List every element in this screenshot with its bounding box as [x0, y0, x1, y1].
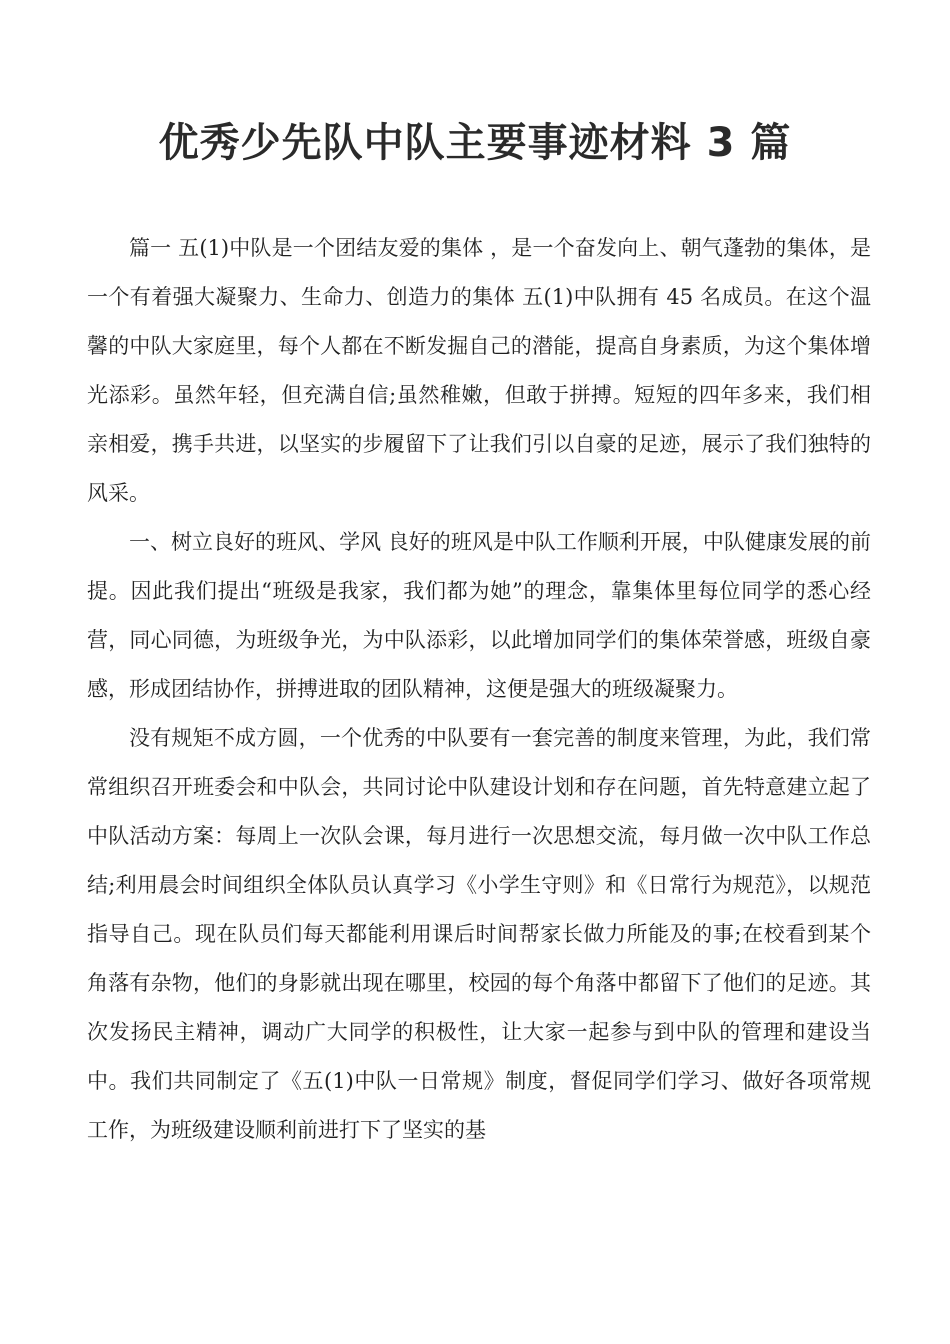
- paragraph-intro: 篇一 五(1)中队是一个团结友爱的集体 ，是一个奋发向上、朝气蓬勃的集体，是一个有着强大凝聚力、生命力、创造力的集体 五(1)中队拥有 45 名成员。在这个温馨的中队大家庭里，每个人都在不断发掘自己的潜能，提高自身素质，为这个集体增光添彩。虽然年轻，但充满自信;虽然稚嫩，但敢于拼搏。短短的四年多来，我们相亲相爱，携手共进，以坚实的步履留下了让我们引以自豪的足迹，展示了我们独特的风采。: [87, 236, 871, 505]
- paragraph-class-spirit: 一、树立良好的班风、学风 良好的班风是中队工作顺利开展，中队健康发展的前提。因此我们提出“班级是我家，我们都为她”的理念，靠集体里每位同学的悉心经营，同心同德，为班级争光，为中队添彩，以此增加同学们的集体荣誉感，班级自豪感，形成团结协作，拼搏进取的团队精神，这便是强大的班级凝聚力。: [87, 530, 871, 701]
- page-title: 优秀少先队中队主要事迹材料 3 篇: [158, 119, 792, 166]
- paragraph-rules: 没有规矩不成方圆，一个优秀的中队要有一套完善的制度来管理，为此，我们常常组织召开班委会和中队会，共同讨论中队建设计划和存在问题，首先特意建立起了中队活动方案：每周上一次队会课，每月进行一次思想交流，每月做一次中队工作总结;利用晨会时间组织全体队员认真学习《小学生守则》和《日常行为规范》，以规范指导自己。现在队员们每天都能利用课后时间帮家长做力所能及的事;在校看到某个角落有杂物，他们的身影就出现在哪里，校园的每个角落中都留下了他们的足迹。其次发扬民主精神，调动广大同学的积极性，让大家一起参与到中队的管理和建设当中。我们共同制定了《五(1)中队一日常规》制度，督促同学们学习、做好各项常规工作，为班级建设顺利前进打下了坚实的基: [87, 726, 871, 1142]
- document-body: [87, 224, 871, 1155]
